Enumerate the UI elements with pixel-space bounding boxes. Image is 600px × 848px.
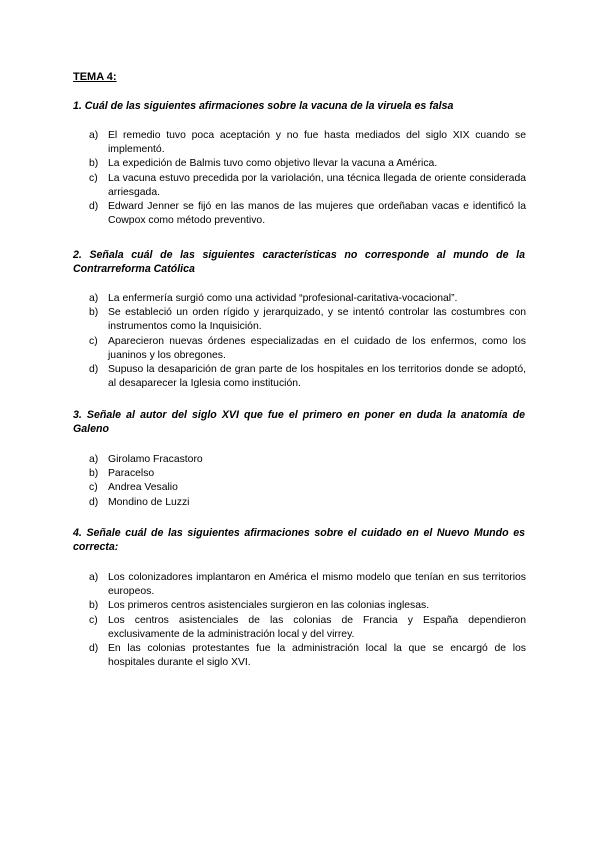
option-2c: c) Aparecieron nuevas órdenes especializadas en el cuidado de los enfermos, como los juaninos y los obregones. [89,335,526,361]
option-1c: c) La vacuna estuvo precedida por la variolación, una técnica llegada de oriente considerada arriesgada. [89,172,526,198]
question-1-options [89,129,526,228]
option-2b: b) Se estableció un orden rígido y jerarquizado, y se intentó controlar las costumbres con instrumentos como la Inquisición. [89,307,526,333]
option-4a: a) Los colonizadores implantaron en América el mismo modelo que tenían en sus territorios europeos. [89,572,526,598]
option-3c: c) Andrea Vesalio [89,482,178,494]
question-3-text: 3. Señale al autor del siglo XVI que fue el primero en poner en duda la anatomía de Galeno [73,409,525,435]
option-1a: a) El remedio tuvo poca aceptación y no fue hasta mediados del siglo XIX cuando se implementó. [89,130,526,156]
question-4-text: 4. Señale cuál de las siguientes afirmaciones sobre el cuidado en el Nuevo Mundo es correcta: [73,527,525,553]
option-3d: d) Mondino de Luzzi [89,496,190,508]
question-4-options [89,571,526,670]
option-4b: b) Los primeros centros asistenciales surgieron en las colonias inglesas. [89,600,430,612]
option-4c: c) Los centros asistenciales de las colonias de Francia y España dependieron exclusivamente de la administración local y del virrey. [89,614,526,640]
question-2-text: 2. Señala cuál de las siguientes características no corresponde al mundo de la Contrarreforma Católica [73,249,525,275]
question-2-options [89,292,526,391]
option-1b: b) La expedición de Balmis tuvo como objetivo llevar la vacuna a América. [89,158,438,170]
option-4d: d) En las colonias protestantes fue la administración local la que se encargó de los hospitales durante el siglo XVI. [89,643,526,669]
question-1-text: 1. Cuál de las siguientes afirmaciones sobre la vacuna de la viruela es falsa [73,100,454,112]
option-3b: b) Paracelso [89,468,155,480]
section-heading: TEMA 4: [73,71,117,83]
option-3a: a) Girolamo Fracastoro [89,454,203,465]
option-2a: a) La enfermería surgió como una actividad “profesional-caritativa-vocacional”. [89,293,458,304]
option-2d: d) Supuso la desaparición de gran parte de los hospitales en los territorios donde se adoptó, al desaparecer la Iglesia como institución. [89,364,526,390]
question-3-options [89,453,526,510]
option-1d: d) Edward Jenner se fijó en las manos de las mujeres que ordeñaban vacas e identificó la Cowpox como método preventivo. [89,201,526,227]
